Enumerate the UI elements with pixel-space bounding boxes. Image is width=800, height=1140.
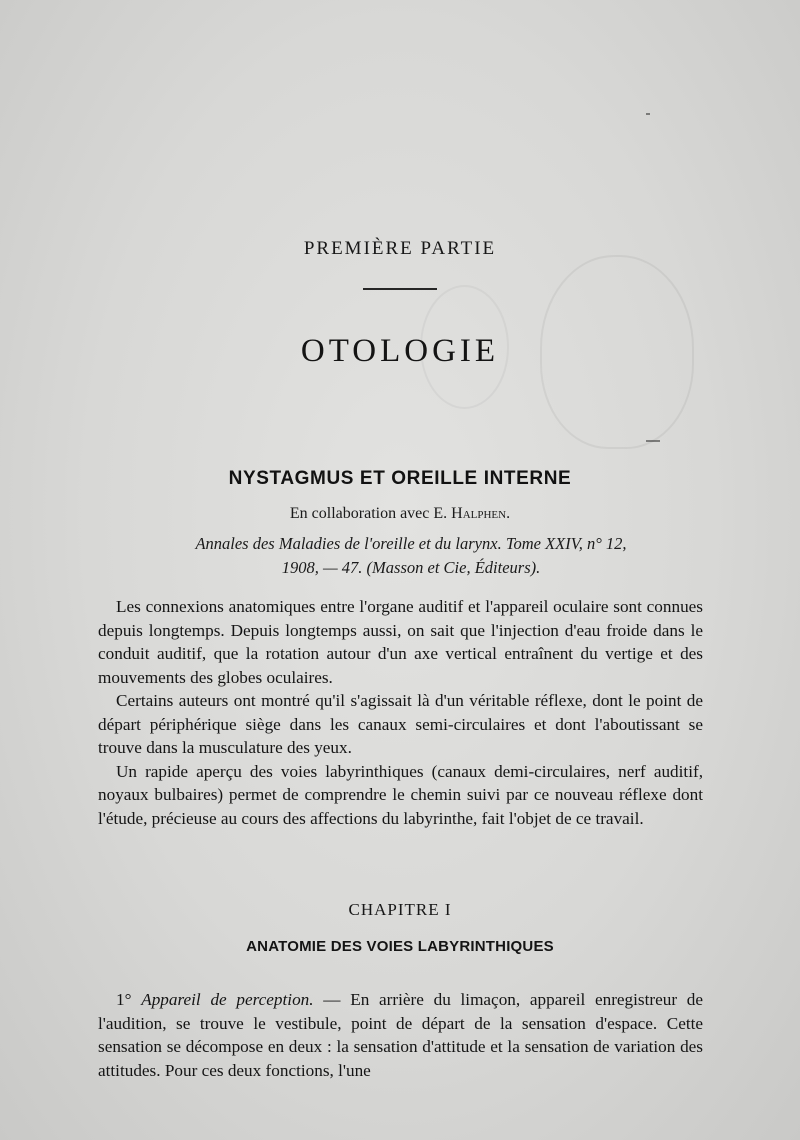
chapter-title: ANATOMIE DES VOIES LABYRINTHIQUES <box>246 938 554 955</box>
chapter-text <box>98 988 703 1082</box>
paragraph: Les connexions anatomiques entre l'organe auditif et l'appareil oculaire sont connues depuis longtemps. Depuis longtemps aussi, on sait que l'injection d'eau froide dans le conduit auditif, que la rotation autour d'un axe vertical entraînent du vertige et des mouvements des globes oculaires. <box>98 597 703 687</box>
collaboration-line <box>0 505 800 523</box>
paragraph-body: — En arrière du limaçon, appareil enregistreur de l'audition, se trouve le vestibule, point de départ de la sensation d'espace. Cette sensation se décompose en deux : la sensation d'attitude et la sensation de variation des attitudes. Pour ces deux fonctions, l'une <box>98 990 704 1080</box>
paragraph-number: 1° <box>116 990 142 1009</box>
collaboration-suffix: . <box>506 505 511 522</box>
paragraph: Certains auteurs ont montré qu'il s'agissait là d'un véritable réflexe, dont le point de départ périphérique siège dans les canaux semi-circulaires et dont l'aboutissant se trouve dans la musculature des yeux. <box>98 691 703 757</box>
section-heading: OTOLOGIE <box>300 333 500 369</box>
collaborator-name: Halphen <box>451 505 507 522</box>
collaboration-prefix: En collaboration avec E. <box>289 505 448 522</box>
paragraph: Un rapide aperçu des voies labyrinthiques (canaux demi-circulaires, nerf auditif, noyaux bulbaires) permet de comprendre le chemin suivi par ce nouveau réflexe dont l'étude, précieuse au cours des affections du labyrinthe, fait l'objet de ce travail. <box>98 761 703 828</box>
paragraph-heading: Appareil de perception. <box>141 990 314 1009</box>
part-heading: PREMIÈRE PARTIE <box>303 238 497 259</box>
article-title: NYSTAGMUS ET OREILLE INTERNE <box>228 468 572 489</box>
paragraph <box>98 988 703 1082</box>
intro-text <box>98 595 703 830</box>
citation-details: 1908, — 47. (Masson et Cie, Éditeurs). <box>281 558 541 577</box>
heading-rule <box>363 288 437 290</box>
citation-journal: Annales des Maladies de l'oreille et du larynx. Tome XXIV, n° 12, <box>195 534 627 553</box>
chapter-number-heading: CHAPITRE I <box>348 900 452 919</box>
citation <box>118 532 704 580</box>
ink-speck <box>646 113 650 115</box>
ink-speck <box>646 440 660 442</box>
